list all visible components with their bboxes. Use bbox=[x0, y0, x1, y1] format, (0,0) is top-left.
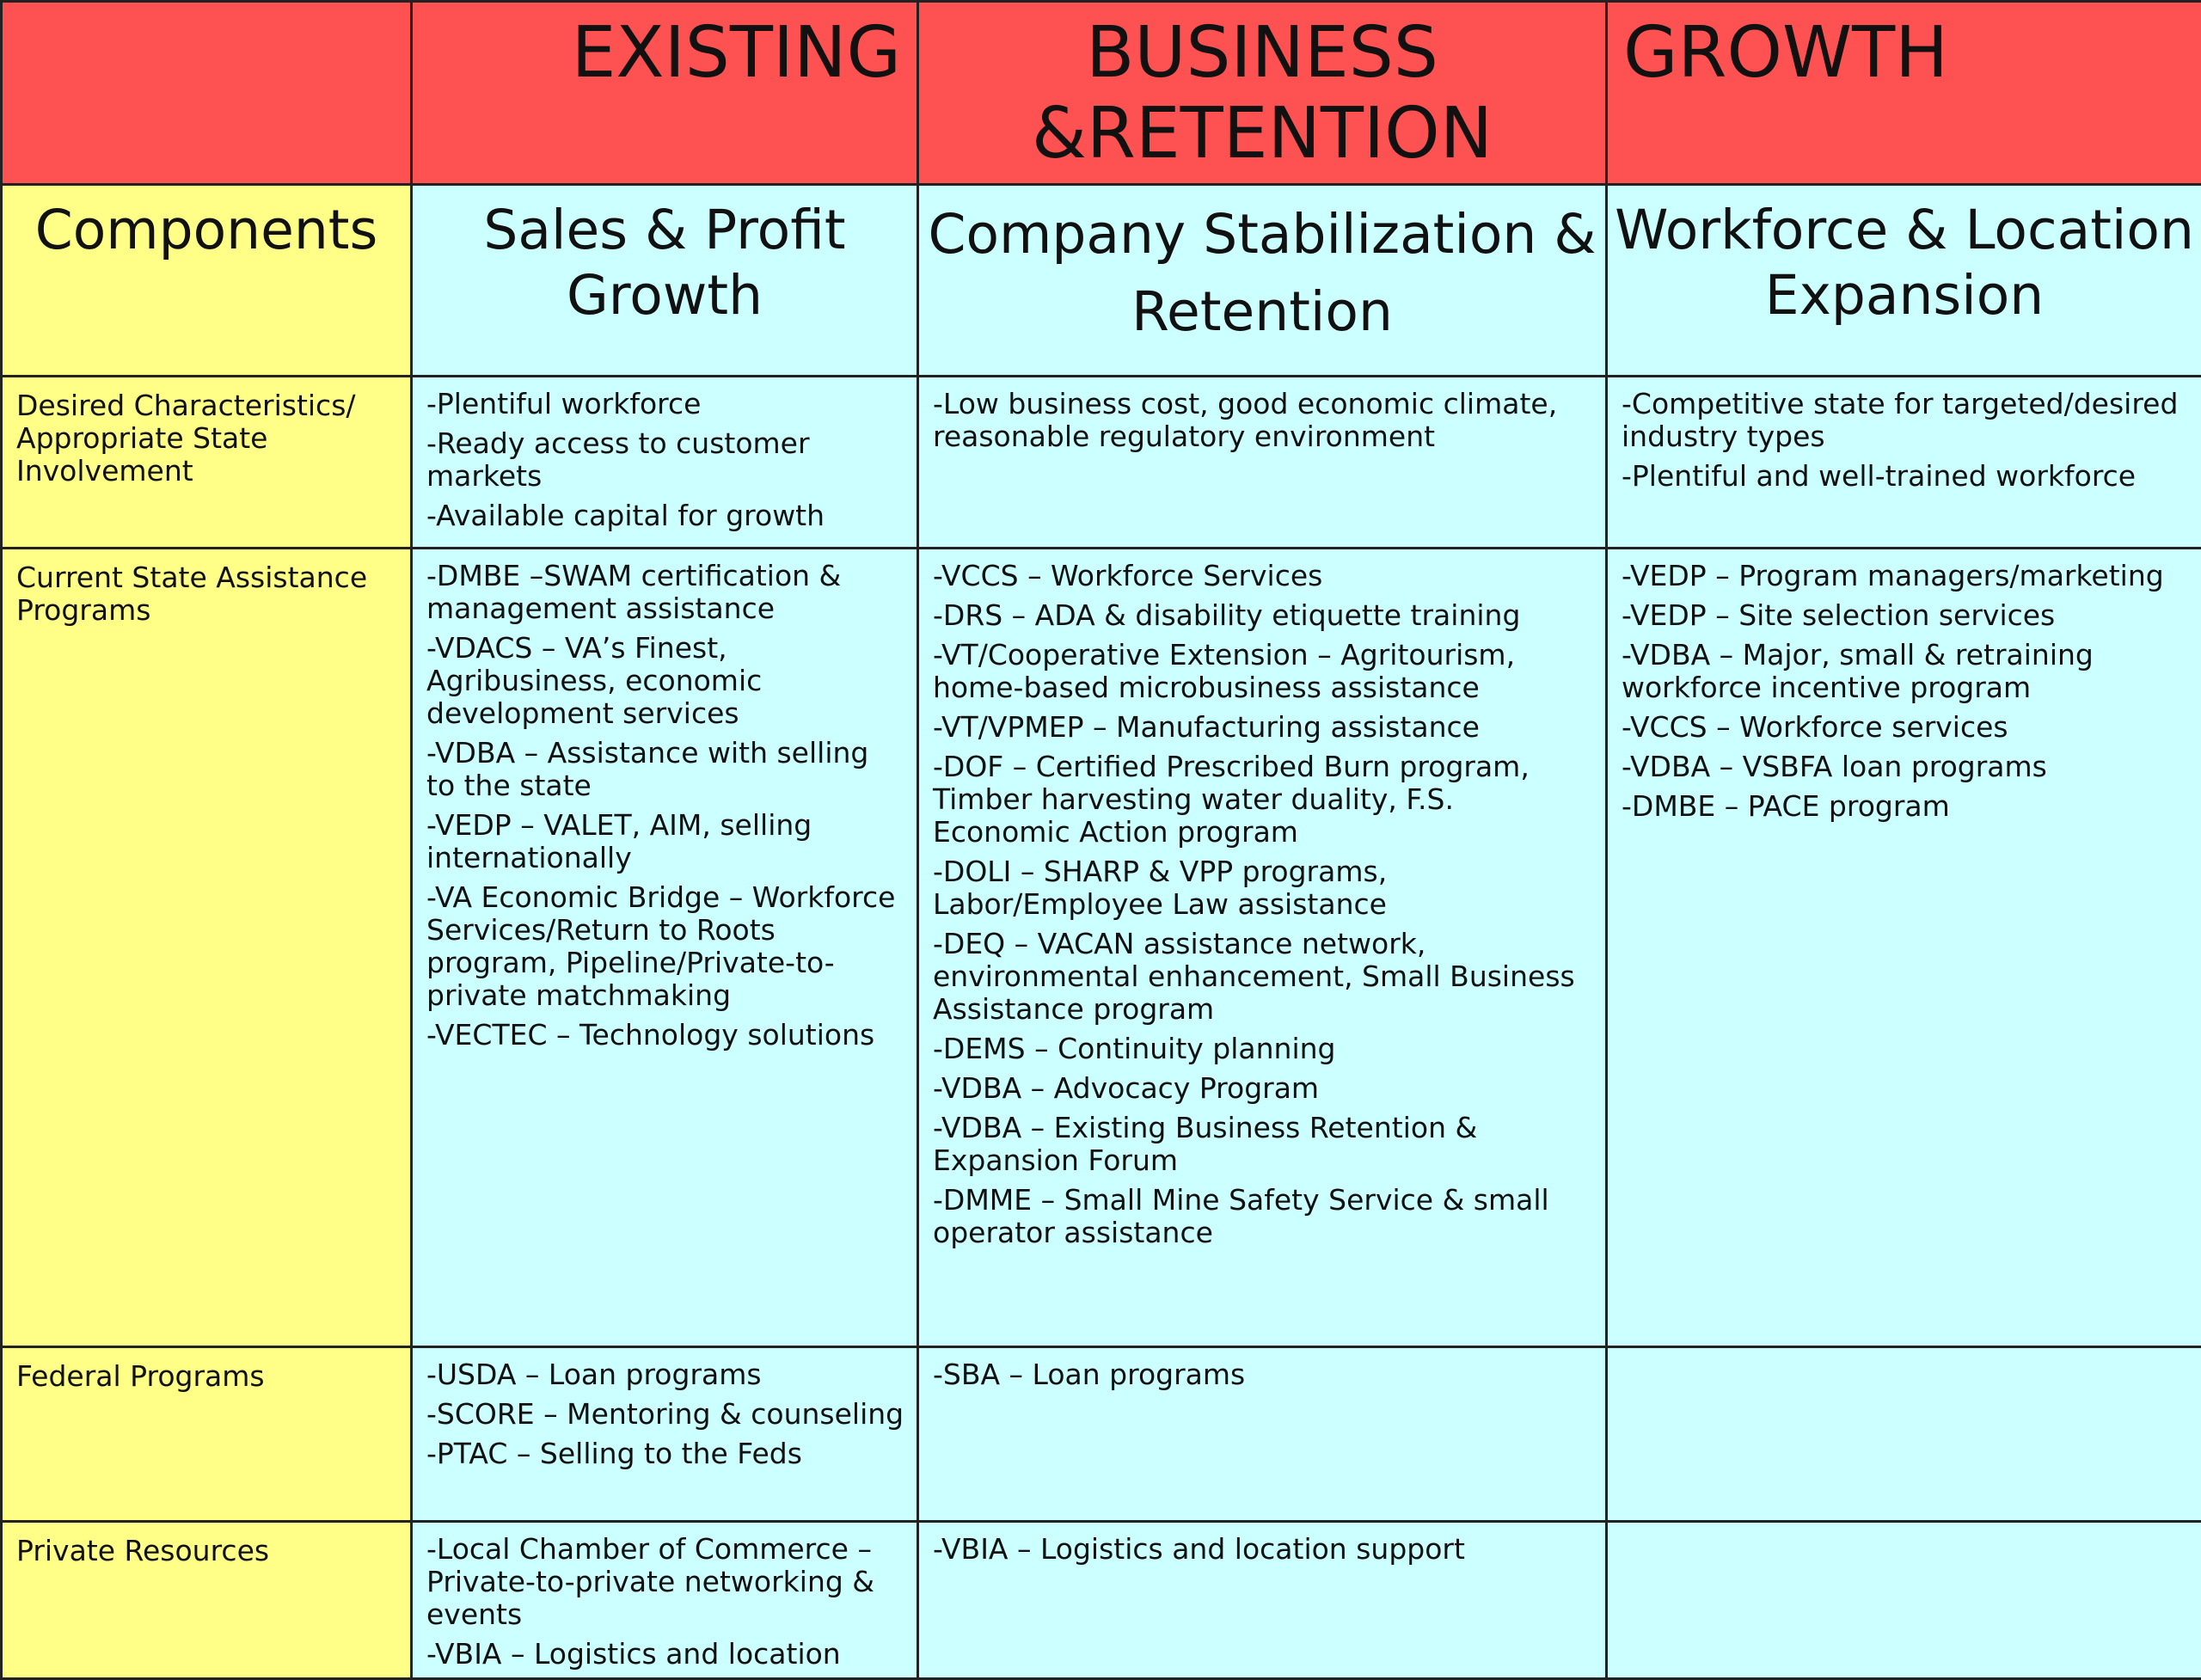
column-header-sales-profit-growth: Sales & Profit Growth bbox=[413, 186, 917, 328]
list-item: -USDA – Loan programs bbox=[426, 1358, 904, 1391]
cell-items bbox=[1608, 1523, 2201, 1533]
row-label-current-state-programs: Current State Assistance Programs bbox=[3, 549, 410, 627]
list-item: -DOF – Certified Prescribed Burn program, Timber harvesting water duality, F.S. Economic Action program bbox=[933, 751, 1593, 849]
cell-items bbox=[1608, 1348, 2201, 1358]
column-header-company-stabilization: Company Stabilization & Retention bbox=[919, 186, 1605, 351]
list-item: -VDBA – Existing Business Retention & Expansion Forum bbox=[933, 1112, 1593, 1177]
list-item: -VDBA – Assistance with selling to the state bbox=[426, 737, 904, 802]
cell-items bbox=[919, 549, 1605, 1249]
list-item: -VBIA – Logistics and location support bbox=[933, 1533, 1593, 1566]
column-header-expansion-cell bbox=[1607, 185, 2201, 377]
list-item: -Ready access to customer markets bbox=[426, 427, 904, 493]
list-item: -VDBA – Advocacy Program bbox=[933, 1072, 1593, 1105]
header-existing: EXISTING bbox=[413, 3, 917, 94]
list-item: -VEDP – VALET, AIM, selling internationally bbox=[426, 809, 904, 874]
list-item: -VECTEC – Technology solutions bbox=[426, 1019, 904, 1052]
row-label-cell bbox=[2, 1522, 412, 1679]
row-label-cell bbox=[2, 549, 412, 1347]
table-row bbox=[2, 377, 2201, 549]
list-item: -DMBE – PACE program bbox=[1622, 790, 2189, 823]
list-item: -VT/Cooperative Extension – Agritourism, home-based microbusiness assistance bbox=[933, 639, 1593, 704]
header-business-retention: BUSINESS &RETENTION bbox=[919, 3, 1605, 175]
row-label-federal-programs: Federal Programs bbox=[3, 1348, 410, 1393]
row-label-cell bbox=[2, 1347, 412, 1522]
row-label-desired-characteristics: Desired Characteristics/ Appropriate State Involvement bbox=[3, 377, 410, 487]
column-header-sales-cell bbox=[412, 185, 918, 377]
list-item: -DMME – Small Mine Safety Service & small operator assistance bbox=[933, 1184, 1593, 1249]
column-header-stabilization-cell bbox=[918, 185, 1607, 377]
list-item: -Available capital for growth bbox=[426, 500, 904, 532]
cell-items bbox=[413, 377, 917, 532]
cell-items bbox=[413, 549, 917, 1052]
table-cell bbox=[412, 1522, 918, 1679]
list-item: -Low business cost, good economic climate, reasonable regulatory environment bbox=[933, 388, 1593, 453]
cell-items bbox=[1608, 549, 2201, 823]
list-item: -VBIA – Logistics and location bbox=[426, 1638, 904, 1671]
table-cell bbox=[1607, 549, 2201, 1347]
list-item: -VEDP – Program managers/marketing bbox=[1622, 560, 2189, 592]
header-business-cell bbox=[918, 2, 1607, 185]
list-item: -DMBE –SWAM certification & management assistance bbox=[426, 560, 904, 625]
table-cell bbox=[412, 377, 918, 549]
table-cell bbox=[1607, 1347, 2201, 1522]
list-item: -DEMS – Continuity planning bbox=[933, 1033, 1593, 1065]
table-row bbox=[2, 549, 2201, 1347]
list-item: -SBA – Loan programs bbox=[933, 1358, 1593, 1391]
cell-items bbox=[919, 1523, 1605, 1566]
list-item: -VT/VPMEP – Manufacturing assistance bbox=[933, 711, 1593, 744]
row-label-cell bbox=[2, 377, 412, 549]
cell-items bbox=[1608, 377, 2201, 493]
components-row bbox=[2, 185, 2201, 377]
list-item: -Local Chamber of Commerce – Private-to-private networking & events bbox=[426, 1533, 904, 1631]
list-item: -DOLI – SHARP & VPP programs, Labor/Employee Law assistance bbox=[933, 855, 1593, 921]
list-item: -PTAC – Selling to the Feds bbox=[426, 1438, 904, 1470]
header-growth-cell bbox=[1607, 2, 2201, 185]
table-cell bbox=[918, 549, 1607, 1347]
list-item: -SCORE – Mentoring & counseling bbox=[426, 1398, 904, 1431]
column-header-workforce-expansion: Workforce & Location Expansion bbox=[1608, 186, 2201, 328]
list-item: -DRS – ADA & disability etiquette training bbox=[933, 599, 1593, 632]
cell-items bbox=[413, 1348, 917, 1470]
header-existing-cell bbox=[412, 2, 918, 185]
header-blank-cell bbox=[2, 2, 412, 185]
row-label-private-resources: Private Resources bbox=[3, 1523, 410, 1567]
list-item: -VDBA – VSBFA loan programs bbox=[1622, 751, 2189, 783]
list-item: -Plentiful workforce bbox=[426, 388, 904, 420]
cell-items bbox=[919, 377, 1605, 453]
table-cell bbox=[412, 549, 918, 1347]
table-cell bbox=[918, 1522, 1607, 1679]
header-row bbox=[2, 2, 2201, 185]
list-item: -VA Economic Bridge – Workforce Services/Return to Roots program, Pipeline/Private-to-private matchmaking bbox=[426, 881, 904, 1012]
table-cell bbox=[918, 377, 1607, 549]
list-item: -VCCS – Workforce Services bbox=[933, 560, 1593, 592]
table-cell bbox=[1607, 377, 2201, 549]
list-item: -DEQ – VACAN assistance network, environmental enhancement, Small Business Assistance program bbox=[933, 928, 1593, 1026]
cell-items bbox=[919, 1348, 1605, 1391]
list-item: -Competitive state for targeted/desired industry types bbox=[1622, 388, 2189, 453]
list-item: -Plentiful and well-trained workforce bbox=[1622, 460, 2189, 493]
list-item: -VCCS – Workforce services bbox=[1622, 711, 2189, 744]
table-cell bbox=[918, 1347, 1607, 1522]
table-cell bbox=[412, 1347, 918, 1522]
table-row bbox=[2, 1347, 2201, 1522]
list-item: -VDACS – VA’s Finest, Agribusiness, economic development services bbox=[426, 632, 904, 730]
cell-items bbox=[413, 1523, 917, 1671]
table-row bbox=[2, 1522, 2201, 1679]
components-label: Components bbox=[3, 186, 410, 263]
components-label-cell bbox=[2, 185, 412, 377]
header-growth: GROWTH bbox=[1608, 3, 2201, 94]
table-cell bbox=[1607, 1522, 2201, 1679]
list-item: -VDBA – Major, small & retraining workforce incentive program bbox=[1622, 639, 2189, 704]
list-item: -VEDP – Site selection services bbox=[1622, 599, 2189, 632]
